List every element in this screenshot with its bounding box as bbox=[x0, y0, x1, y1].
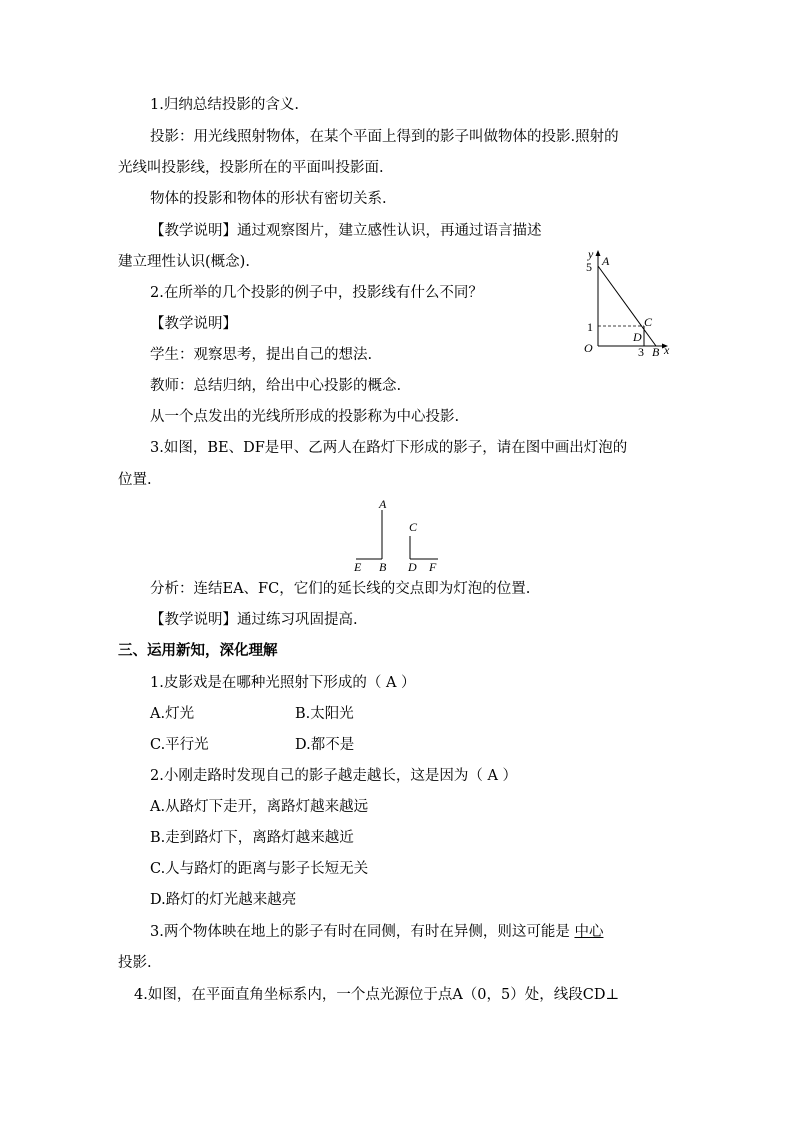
label-A: A bbox=[602, 254, 610, 268]
y-axis-label: y bbox=[588, 247, 594, 261]
tick-label-5: 5 bbox=[586, 260, 592, 274]
q2-option-a: A.从路灯下走开，离路灯越来越远 bbox=[150, 799, 369, 815]
y-axis-arrow bbox=[596, 250, 601, 256]
question-3-text: 3.两个物体映在地上的影子有时在同侧，有时在异侧，则这可能是 bbox=[150, 924, 570, 940]
q2-option-d: D.路灯的灯光越来越亮 bbox=[150, 892, 297, 908]
label-F: F bbox=[429, 560, 437, 574]
label-C: C bbox=[644, 315, 653, 329]
text-line-13: 位置. bbox=[118, 472, 152, 488]
question-3-answer: 中心 bbox=[574, 924, 604, 940]
q2-option-b: B.走到路灯下，离路灯越来越近 bbox=[150, 830, 354, 846]
text-line-1: 1.归纳总结投影的含义. bbox=[150, 97, 299, 113]
label-E: E bbox=[354, 560, 362, 574]
text-line-6: 建立理性认识(概念). bbox=[118, 254, 250, 270]
text-line-14: 分析：连结EA、FC，它们的延长线的交点即为灯泡的位置. bbox=[150, 581, 531, 597]
q2-option-c: C.人与路灯的距离与影子长短无关 bbox=[150, 861, 369, 877]
x-axis-label: x bbox=[664, 343, 670, 357]
q1-option-c: C.平行光 bbox=[150, 737, 209, 753]
label-A: A bbox=[379, 497, 387, 511]
label-B: B bbox=[652, 345, 660, 358]
question-3 bbox=[150, 922, 603, 942]
label-D: D bbox=[408, 560, 417, 574]
tick-label-1: 1 bbox=[587, 320, 593, 334]
text-line-5: 【教学说明】通过观察图片，建立感性认识，再通过语言描述 bbox=[150, 223, 542, 239]
text-line-9: 学生：观察思考，提出自己的想法. bbox=[150, 347, 373, 363]
question-3-end: 投影. bbox=[118, 955, 152, 971]
question-4: 4.如图，在平面直角坐标系内，一个点光源位于点A（0，5）处，线段CD⊥ bbox=[134, 987, 620, 1003]
text-line-10: 教师：总结归纳，给出中心投影的概念. bbox=[150, 378, 402, 394]
text-line-3: 光线叫投影线，投影所在的平面叫投影面. bbox=[118, 160, 384, 176]
question-2: 2.小刚走路时发现自己的影子越走越长，这是因为（ A ） bbox=[150, 768, 518, 784]
text-line-11: 从一个点发出的光线所形成的投影称为中心投影. bbox=[150, 409, 460, 425]
text-line-7: 2.在所举的几个投影的例子中，投影线有什么不同？ bbox=[150, 285, 483, 301]
question-1: 1.皮影戏是在哪种光照射下形成的（ A ） bbox=[150, 675, 416, 691]
label-C: C bbox=[409, 520, 418, 534]
text-line-8: 【教学说明】 bbox=[150, 316, 237, 332]
text-line-4: 物体的投影和物体的形状有密切关系. bbox=[150, 191, 387, 207]
q1-option-b: B.太阳光 bbox=[295, 706, 354, 722]
q1-option-d: D.都不是 bbox=[295, 737, 355, 753]
text-line-2: 投影：用光线照射物体，在某个平面上得到的影子叫做物体的投影.照射的 bbox=[150, 129, 619, 145]
coordinate-figure bbox=[578, 246, 678, 358]
text-line-15: 【教学说明】通过练习巩固提高. bbox=[150, 612, 358, 628]
light-ray-AB bbox=[598, 266, 656, 346]
label-B: B bbox=[379, 560, 387, 574]
section-heading: 三、运用新知，深化理解 bbox=[118, 642, 278, 659]
q1-option-a: A.灯光 bbox=[150, 706, 195, 722]
tick-label-3: 3 bbox=[638, 345, 644, 358]
origin-label: O bbox=[584, 341, 593, 355]
text-line-12: 3.如图，BE、DF是甲、乙两人在路灯下形成的影子，请在图中画出灯泡的 bbox=[150, 440, 628, 456]
shadow-figure bbox=[350, 496, 450, 574]
label-D: D bbox=[633, 330, 642, 344]
